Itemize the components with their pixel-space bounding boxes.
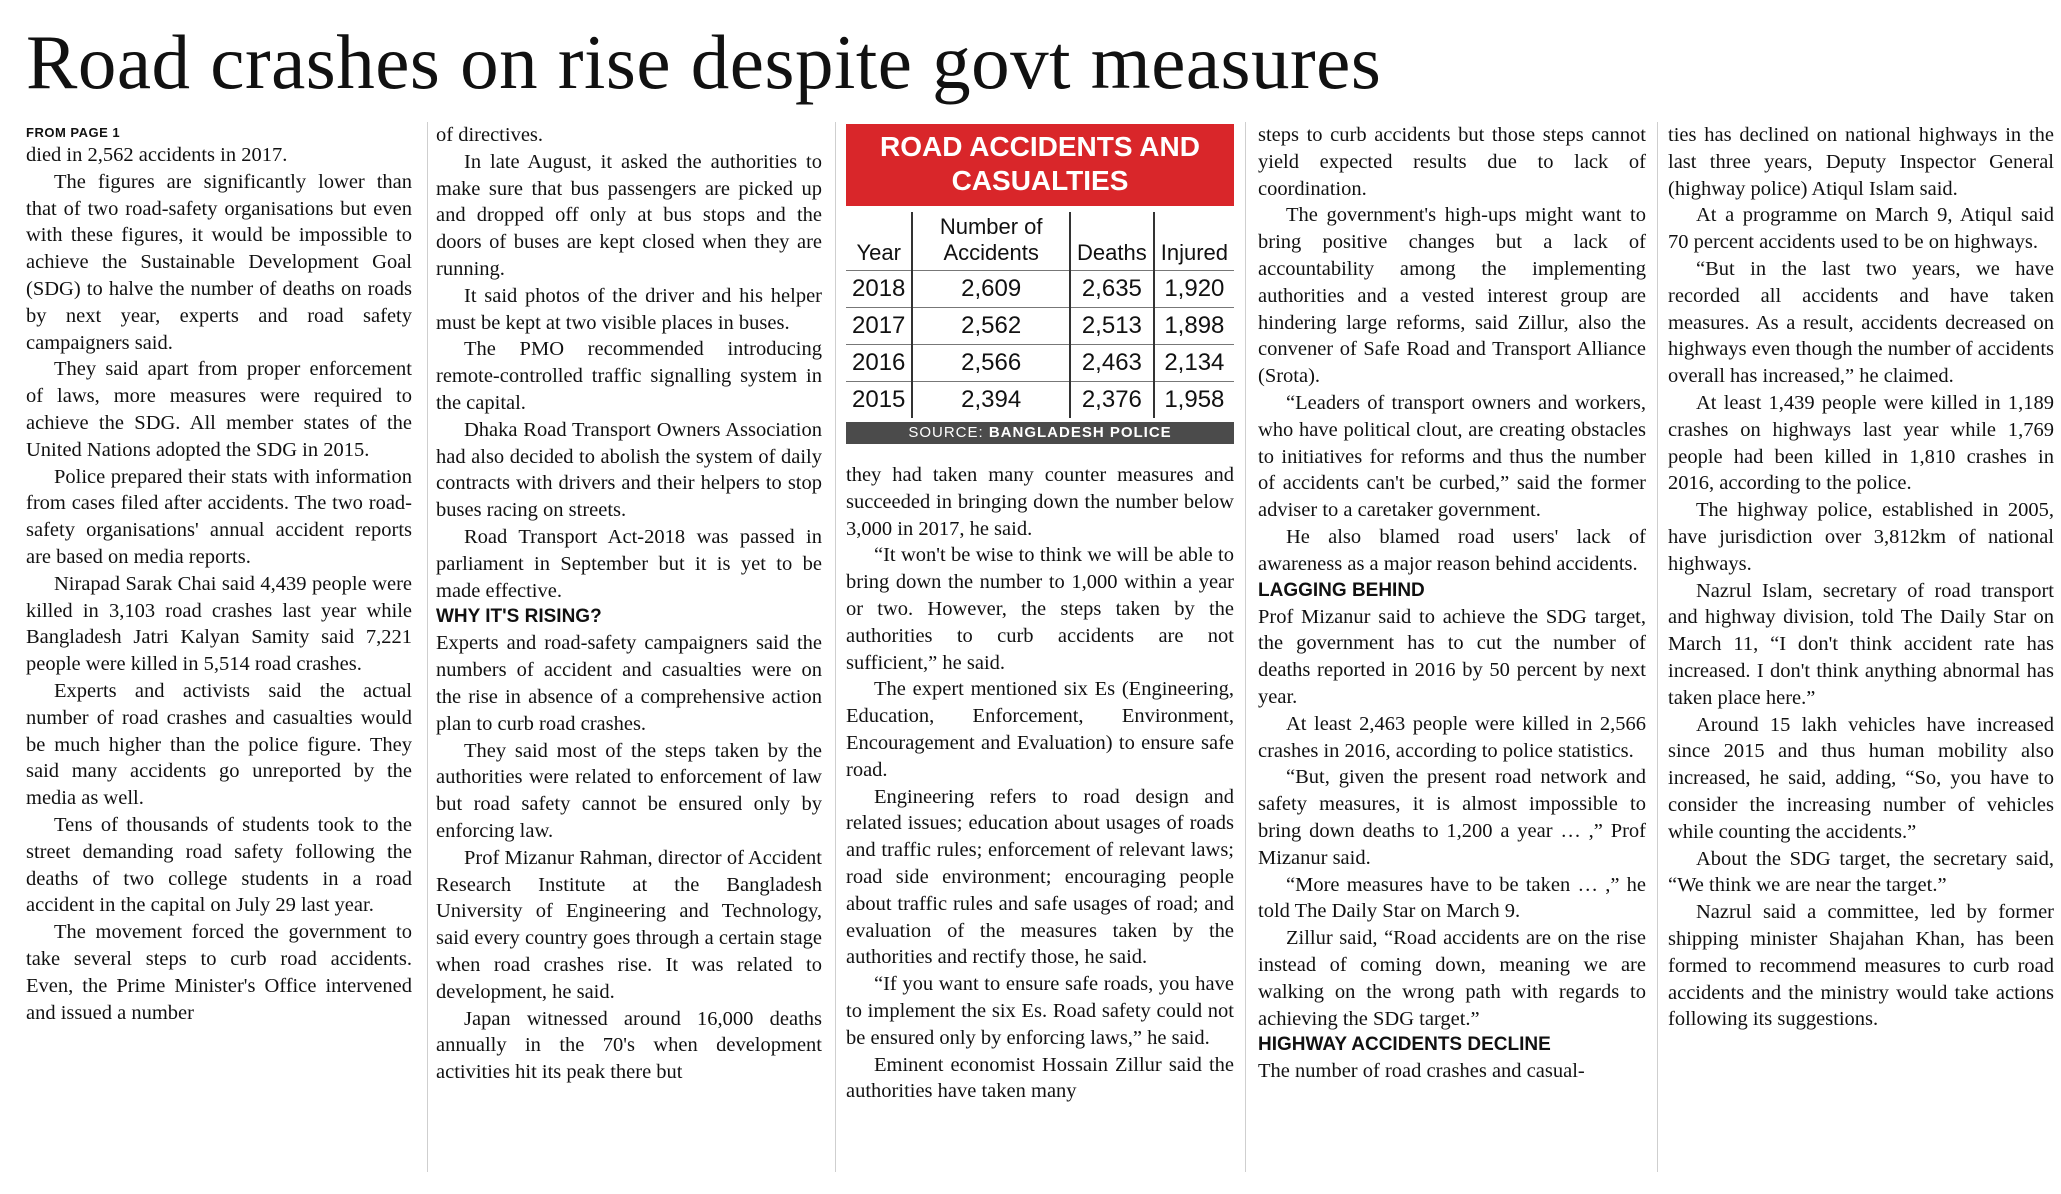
source-name: BANGLADESH POLICE <box>988 424 1172 441</box>
cell-year: 2017 <box>846 308 912 345</box>
paragraph: The movement forced the government to take several steps to curb road accidents. Even, the Prime Minister's Office intervened and issued a number <box>26 921 412 1024</box>
cell-accidents: 2,609 <box>912 271 1070 308</box>
paragraph: Prof Mizanur Rahman, director of Accident Research Institute at the Bangladesh University of Engineering and Technology, said every country goes through a certain stage when road crashes rise. It was related to development, he said. <box>436 846 822 1003</box>
paragraph: In late August, it asked the authorities to make sure that bus passengers are picked up and dropped off only at bus stops and the doors of buses are kept closed when they are running. <box>436 150 822 280</box>
paragraph: It said photos of the driver and his helper must be kept at two visible places in buses. <box>436 284 822 334</box>
cell-accidents: 2,562 <box>912 308 1070 345</box>
paragraph: “It won't be wise to think we will be able to bring down the number to 1,000 within a year or two. However, the steps taken by the authorities to curb accidents are not sufficient,” he said. <box>846 544 1234 674</box>
cell-injured: 1,898 <box>1154 308 1234 345</box>
paragraph: The PMO recommended introducing remote-controlled traffic signalling system in the capital. <box>436 338 822 414</box>
cell-deaths: 2,376 <box>1070 382 1154 419</box>
headline: Road crashes on rise despite govt measures <box>26 19 1382 105</box>
table-row <box>846 271 1234 308</box>
article-column-2 <box>436 122 822 1086</box>
col1-body <box>26 142 412 1026</box>
column-rule <box>427 122 428 1172</box>
paragraph: They said most of the steps taken by the authorities were related to enforcement of law but road safety cannot be ensured only by enforcing law. <box>436 739 822 842</box>
article-column-5 <box>1668 122 2054 1033</box>
paragraph: Around 15 lakh vehicles have increased since 2015 and thus human mobility also increased, he said, adding, “So, you have to consider the increasing number of vehicles while counting the accidents.” <box>1668 713 2054 843</box>
cell-accidents: 2,394 <box>912 382 1070 419</box>
col5-body <box>1668 122 2054 1033</box>
paragraph: The number of road crashes and casual- <box>1258 1060 1585 1083</box>
jump-kicker: FROM PAGE 1 <box>26 125 121 140</box>
col2-body-a <box>436 122 822 604</box>
table-row <box>846 382 1234 419</box>
paragraph: of directives. <box>436 124 544 146</box>
subhead-why-rising: WHY IT'S RISING? <box>436 606 602 628</box>
article-column-4 <box>1258 122 1646 1085</box>
source-label: SOURCE: <box>908 424 984 441</box>
subhead-lagging-behind: LAGGING BEHIND <box>1258 579 1425 601</box>
paragraph: “Leaders of transport owners and workers, who have political clout, are creating obstacles to initiatives for reforms and thus the number of accidents can't be curbed,” said the former adviser to a caretaker government. <box>1258 391 1646 522</box>
infographic-source <box>846 422 1234 444</box>
col2-body-b <box>436 630 822 1086</box>
infographic-title: ROAD ACCIDENTS AND CASUALTIES <box>846 124 1234 206</box>
paragraph: Experts and activists said the actual number of road crashes and casualties would be much higher than the police figure. They said many accidents go unreported by the media as well. <box>26 679 412 810</box>
paragraph: they had taken many counter measures and succeeded in bringing down the number below 3,000 in 2017, he said. <box>846 464 1234 540</box>
paragraph: “But in the last two years, we have recorded all accidents and have taken measures. As a result, accidents decreased on highways even though the number of accidents overall has increased,” he claimed. <box>1668 257 2054 388</box>
cell-deaths: 2,513 <box>1070 308 1154 345</box>
col4-body-a <box>1258 122 1646 578</box>
table-header-accidents: Number of Accidents <box>912 212 1070 271</box>
paragraph: At a programme on March 9, Atiqul said 70 percent accidents used to be on highways. <box>1668 204 2054 254</box>
col3-body <box>846 462 1234 1105</box>
table-header-year: Year <box>846 212 912 271</box>
column-rule <box>835 122 836 1172</box>
table-row <box>846 308 1234 345</box>
paragraph: Eminent economist Hossain Zillur said the authorities have taken many <box>846 1053 1234 1103</box>
article-column-1 <box>26 124 412 1026</box>
cell-deaths: 2,635 <box>1070 271 1154 308</box>
paragraph: They said apart from proper enforcement of laws, more measures were required to achieve the SDG. All member states of the United Nations adopted the SDG in 2015. <box>26 358 412 461</box>
paragraph: Japan witnessed around 16,000 deaths annually in the 70's when development activities hit its peak there but <box>436 1007 822 1084</box>
accidents-table <box>846 212 1234 418</box>
paragraph: The highway police, established in 2005, have jurisdiction over 3,812km of national highways. <box>1668 499 2054 575</box>
paragraph: Road Transport Act-2018 was passed in parliament in September but it is yet to be made effective. <box>436 525 822 602</box>
paragraph: He also blamed road users' lack of awareness as a major reason behind accidents. <box>1258 525 1646 575</box>
cell-injured: 1,958 <box>1154 382 1234 419</box>
col4-body-c <box>1258 1058 1646 1085</box>
paragraph: Nirapad Sarak Chai said 4,439 people were killed in 3,103 road crashes last year while Bangladesh Jatri Kalyan Samity said 7,221 people were killed in 5,514 road crashes. <box>26 572 412 676</box>
paragraph: Experts and road-safety campaigners said the numbers of accident and casualties were on the rise in absence of a comprehensive action plan to curb road crashes. <box>436 632 822 735</box>
col4-body-b <box>1258 604 1646 1033</box>
paragraph: died in 2,562 accidents in 2017. <box>26 144 288 166</box>
column-rule <box>1245 122 1246 1172</box>
article-column-3 <box>846 462 1234 1105</box>
paragraph: “More measures have to be taken … ,” he told The Daily Star on March 9. <box>1258 873 1646 923</box>
cell-year: 2018 <box>846 271 912 308</box>
paragraph: Nazrul said a committee, led by former shipping minister Shajahan Khan, has been formed to recommend measures to curb road accidents and the ministry would take actions following its suggestions. <box>1668 901 2054 1031</box>
paragraph: Tens of thousands of students took to the street demanding road safety following the deaths of two college students in a road accident in the capital on July 29 last year. <box>26 813 412 917</box>
paragraph: At least 2,463 people were killed in 2,566 crashes in 2016, according to police statistics. <box>1258 712 1646 762</box>
paragraph: ties has declined on national highways in the last three years, Deputy Inspector General (highway police) Atiqul Islam said. <box>1668 124 2054 200</box>
cell-accidents: 2,566 <box>912 345 1070 382</box>
table-header-deaths: Deaths <box>1070 212 1154 271</box>
table-header-injured: Injured <box>1160 240 1228 265</box>
cell-year: 2016 <box>846 345 912 382</box>
paragraph: The figures are significantly lower than that of two road-safety organisations but even with these figures, it would be impossible to achieve the Sustainable Development Goal (SDG) to halve the number of deaths on roads by next year, experts and road safety campaigners said. <box>26 170 412 354</box>
paragraph: The expert mentioned six Es (Engineering, Education, Enforcement, Environment, Encouragement and Evaluation) to ensure safe road. <box>846 678 1234 781</box>
paragraph: Engineering refers to road design and related issues; education about usages of roads and traffic rules; enforcement of relevant laws; road side environment; encouraging people about traffic rules and safe usages of road; and evaluation of the measures taken by the authorities and rectify those, he said. <box>846 785 1234 969</box>
cell-injured: 1,920 <box>1154 271 1234 308</box>
paragraph: steps to curb accidents but those steps cannot yield expected results due to lack of coordination. <box>1258 124 1646 200</box>
paragraph: Police prepared their stats with information from cases filed after accidents. The two road-safety organisations' annual accident reports are based on media reports. <box>26 465 412 568</box>
paragraph: The government's high-ups might want to bring positive changes but a lack of accountability among the implementing authorities and a vested interest group are hindering large reforms, said Zillur, also the convener of Safe Road and Transport Alliance (Srota). <box>1258 204 1646 388</box>
column-rule <box>1657 122 1658 1172</box>
paragraph: Prof Mizanur said to achieve the SDG target, the government has to cut the number of deaths reported in 2016 by 50 percent by next year. <box>1258 605 1646 708</box>
paragraph: Zillur said, “Road accidents are on the rise instead of coming down, meaning we are walking on the wrong path with regards to achieving the SDG target.” <box>1258 927 1646 1030</box>
cell-injured: 2,134 <box>1154 345 1234 382</box>
paragraph: About the SDG target, the secretary said, “We think we are near the target.” <box>1668 847 2054 897</box>
accidents-infographic <box>846 124 1234 444</box>
paragraph: Dhaka Road Transport Owners Association had also decided to abolish the system of daily contracts with drivers and their helpers to stop buses racing on streets. <box>436 418 822 522</box>
cell-year: 2015 <box>846 382 912 419</box>
table-row <box>846 345 1234 382</box>
paragraph: Nazrul Islam, secretary of road transport and highway division, told The Daily Star on March 11, “I don't think accident rate has increased. I don't think anything abnormal has taken place here.” <box>1668 579 2054 709</box>
cell-deaths: 2,463 <box>1070 345 1154 382</box>
paragraph: “But, given the present road network and safety measures, it is almost impossible to bring down deaths to 1,200 a year … ,” Prof Mizanur said. <box>1258 766 1646 869</box>
paragraph: At least 1,439 people were killed in 1,189 crashes on highways last year while 1,769 people had been killed in 1,810 crashes in 2016, according to the police. <box>1668 391 2054 495</box>
subhead-highway-decline: HIGHWAY ACCIDENTS DECLINE <box>1258 1034 1551 1056</box>
paragraph: “If you want to ensure safe roads, you have to implement the six Es. Road safety could not be ensured only by enforcing laws,” he said. <box>846 973 1234 1049</box>
